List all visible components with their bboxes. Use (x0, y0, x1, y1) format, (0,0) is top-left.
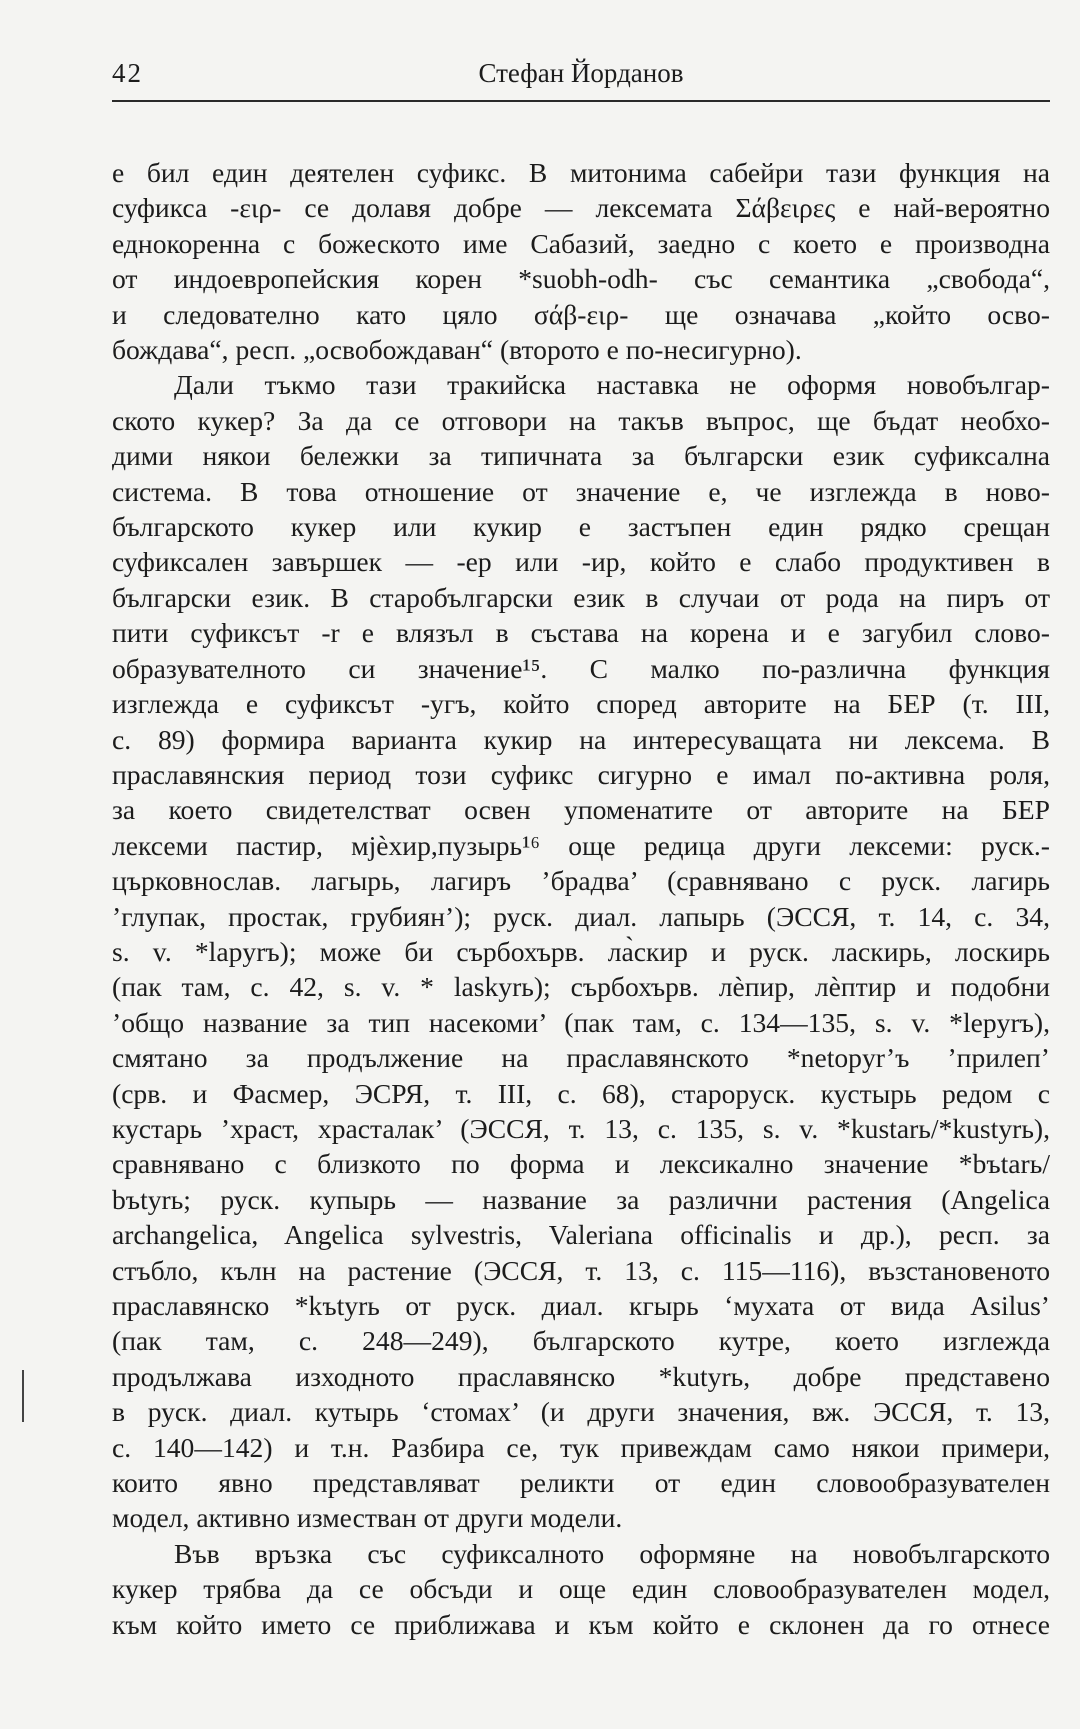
text-line: смятано за продължение на праславянското *netopyr’ъ ’прилеп’ (112, 1042, 1050, 1074)
text-line: (пак там, с. 248—249), българското кутре, което изглежда (112, 1325, 1050, 1357)
text-line: пити суфиксът -r е влязъл в състава на корена и е загубил слово- (112, 617, 1050, 649)
text-line: за което свидетелстват освен упоменатите от авторите на БЕР (112, 794, 1050, 826)
text-line: църковнослав. лагырь, лагиръ ’брадва’ (сравнявано с руск. лагирь (112, 865, 1050, 897)
text-line: лексеми пастир, мјѐхир,пузырь¹⁶ още редица други лексеми: руск.- (112, 829, 1050, 861)
margin-mark (22, 1370, 24, 1422)
text-line: bъtyrь; руск. купырь — название за различни растения (Angelica (112, 1183, 1050, 1215)
text-line: s. v. *lapyrъ); може би сърбохърв. ла̀скир и руск. ласкирь, лоскирь (112, 935, 1050, 967)
text-line: сравнявано с близкото по форма и лексикално значение *bъtarь/ (112, 1148, 1050, 1180)
text-line: Дали тъкмо тази тракийска наставка не оформя новобългар- (174, 369, 1050, 401)
running-header (112, 58, 1050, 98)
text-line: ’глупак, простак, грубиян’); руск. диал. лапырь (ЭССЯ, т. 14, с. 34, (112, 900, 1050, 932)
text-line: които явно представляват реликти от един словообразувателен (112, 1467, 1050, 1499)
text-line: суфикса -ειρ- се долавя добре — лексемата Σάβειρες е най-вероятно (112, 192, 1050, 224)
text-line: стъбло, кълн на растение (ЭССЯ, т. 13, с. 115—116), възстановеното (112, 1254, 1050, 1286)
text-line: е бил един деятелен суфикс. В митонима сабейри тази функция на (112, 157, 1050, 188)
text-line: българското кукер или кукир е застъпен един рядко срещан (112, 511, 1050, 543)
text-line: ското кукер? За да се отговори на такъв въпрос, ще бъдат необхо- (112, 404, 1050, 436)
text-line: продължава изходното праславянско *kutyrь, добре представено (112, 1360, 1050, 1392)
body-text (112, 155, 1050, 1642)
text-line: archangelica, Angelica sylvestris, Valeriana officinalis и др.), респ. за (112, 1219, 1050, 1251)
page-number: 42 (112, 58, 143, 88)
text-line: Във връзка със суфиксалното оформяне на новобългарското (174, 1537, 1050, 1569)
text-line: изглежда е суфиксът -угъ, който според авторите на БЕР (т. III, (112, 688, 1050, 720)
text-line: система. В това отношение от значение е, че изглежда в ново- (112, 475, 1050, 507)
text-line: суфиксален завършек — -ер или -ир, който е слабо продуктивен в (112, 546, 1050, 578)
text-line: в руск. диал. кутырь ‘стомах’ (и други значения, вж. ЭССЯ, т. 13, (112, 1396, 1050, 1428)
text-line: кустарь ’храст, храсталак’ (ЭССЯ, т. 13, с. 135, s. v. *kustarь/*kustyrь), (112, 1112, 1050, 1144)
text-line: (срв. и Фасмер, ЭСРЯ, т. III, с. 68), староруск. кустырь редом с (112, 1077, 1050, 1109)
text-line: дими някои бележки за типичната за български език суфиксална (112, 440, 1050, 472)
running-title: Стефан Йорданов (478, 58, 684, 88)
text-line: праславянско *kъtyrь от руск. диал. кгырь ‘мухата от вида Asilus’ (112, 1290, 1050, 1321)
text-line: към който името се приближава и към който е склонен да го отнесе (112, 1608, 1050, 1640)
text-line: от индоевропейския корен *suobh-odh- със семантика „свобода“, (112, 263, 1050, 295)
text-line: български език. В старобългарски език в случаи от рода на пиръ от (112, 581, 1050, 613)
text-line: образувателното си значение¹⁵. С малко по-различна функция (112, 652, 1050, 684)
text-line: кукер трябва да се обсъди и още един словообразувателен модел, (112, 1573, 1050, 1605)
text-line: модел, активно изместван от други модели. (112, 1502, 623, 1534)
text-line: еднокоренна с божеското име Сабазий, заедно с което е производна (112, 227, 1050, 259)
text-line: ’общо название за тип насекоми’ (пак там, с. 134—135, s. v. *lepyrъ), (112, 1006, 1050, 1038)
text-line: праславянския период този суфикс сигурно е имал по-активна роля, (112, 758, 1050, 790)
header-rule (112, 100, 1050, 102)
text-line: с. 89) формира варианта кукир на интересуващата ни лексема. В (112, 723, 1050, 755)
text-line: и следователно като цяло σάβ-ειρ- ще означава „който осво- (112, 298, 1050, 330)
text-line: с. 140—142) и т.н. Разбира се, тук привеждам само някои примери, (112, 1431, 1050, 1463)
text-line: бождава“, респ. „освобождаван“ (второто е по-несигурно). (112, 334, 802, 366)
text-line: (пак там, с. 42, s. v. * laskyrь); сърбохърв. лѐпир, лѐптир и подобни (112, 971, 1050, 1003)
